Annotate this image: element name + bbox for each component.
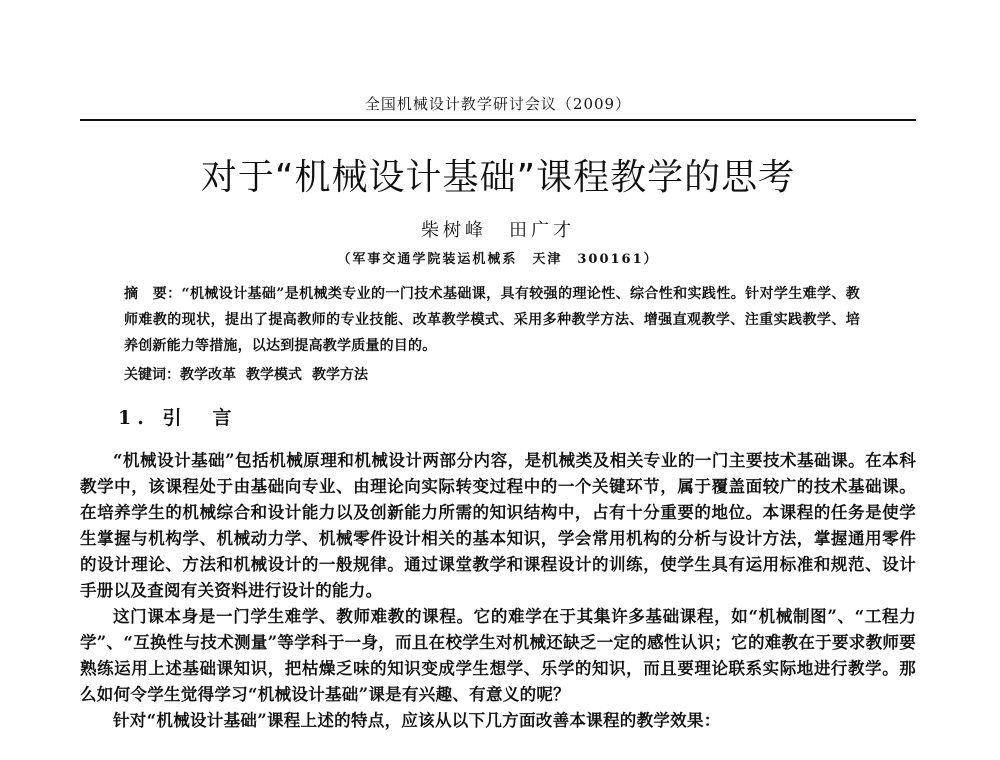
running-header: 全国机械设计教学研讨会议（2009） xyxy=(364,95,632,113)
abstract: 摘 要：“机械设计基础”是机械类专业的一门技术基础课，具有较强的理论性、综合性和实践性。针对学生难学、教师难教的现状，提出了提高教师的专业技能、改革教学模式、采用多种教学方法、增强直观教学、注重实践教学、培养创新能力等措施，以达到提高教学质量的目的。 xyxy=(124,286,860,354)
paragraph: “机械设计基础”包括机械原理和机械设计两部分内容，是机械类及相关专业的一门主要技术基础课。在本科教学中，该课程处于由基础向专业、由理论向实际转变过程中的一个关键环节，属于覆盖面较广的技术基础课。在培养学生的机械综合和设计能力以及创新能力所需的知识结构中，占有十分重要的地位。本课程的任务是使学生掌握与机构学、机械动力学、机械零件设计相关的基本知识，学会常用机构的分析与设计方法，掌握通用零件的设计理论、方法和机械设计的一般规律。通过课堂教学和课程设计的训练，使学生具有运用标准和规范、设计手册以及查阅有关资料进行设计的能力。 xyxy=(80,451,916,600)
section-heading: 1. 引 言 xyxy=(118,407,238,429)
affiliation: （军事交通学院装运机械系 天津 300161） xyxy=(337,252,659,267)
header-rule xyxy=(80,119,916,121)
keyword: 教学方法 xyxy=(312,367,368,383)
paper-title: 对于“机械设计基础”课程教学的思考 xyxy=(200,157,796,198)
keyword: 教学改革 xyxy=(180,367,236,383)
keyword: 教学模式 xyxy=(246,367,302,383)
section-body xyxy=(80,448,916,734)
paragraph: 针对“机械设计基础”课程上述的特点，应该从以下几方面改善本课程的教学效果： xyxy=(113,711,721,730)
keywords xyxy=(124,365,860,385)
authors: 柴树峰 田广才 xyxy=(421,220,575,241)
paragraph: 这门课本身是一门学生难学、教师难教的课程。它的难学在于其集许多基础课程，如“机械制图”、“工程力学”、“互换性与技术测量”等学科于一身，而且在校学生对机械还缺乏一定的感性认识；它的难教在于要求教师要熟练运用上述基础课知识，把枯燥乏味的知识变成学生想学、乐学的知识，而且要理论联系实际地进行教学。那么如何令学生觉得学习“机械设计基础”课是有兴趣、有意义的呢？ xyxy=(80,607,916,704)
keywords-label: 关键词： xyxy=(124,367,180,383)
